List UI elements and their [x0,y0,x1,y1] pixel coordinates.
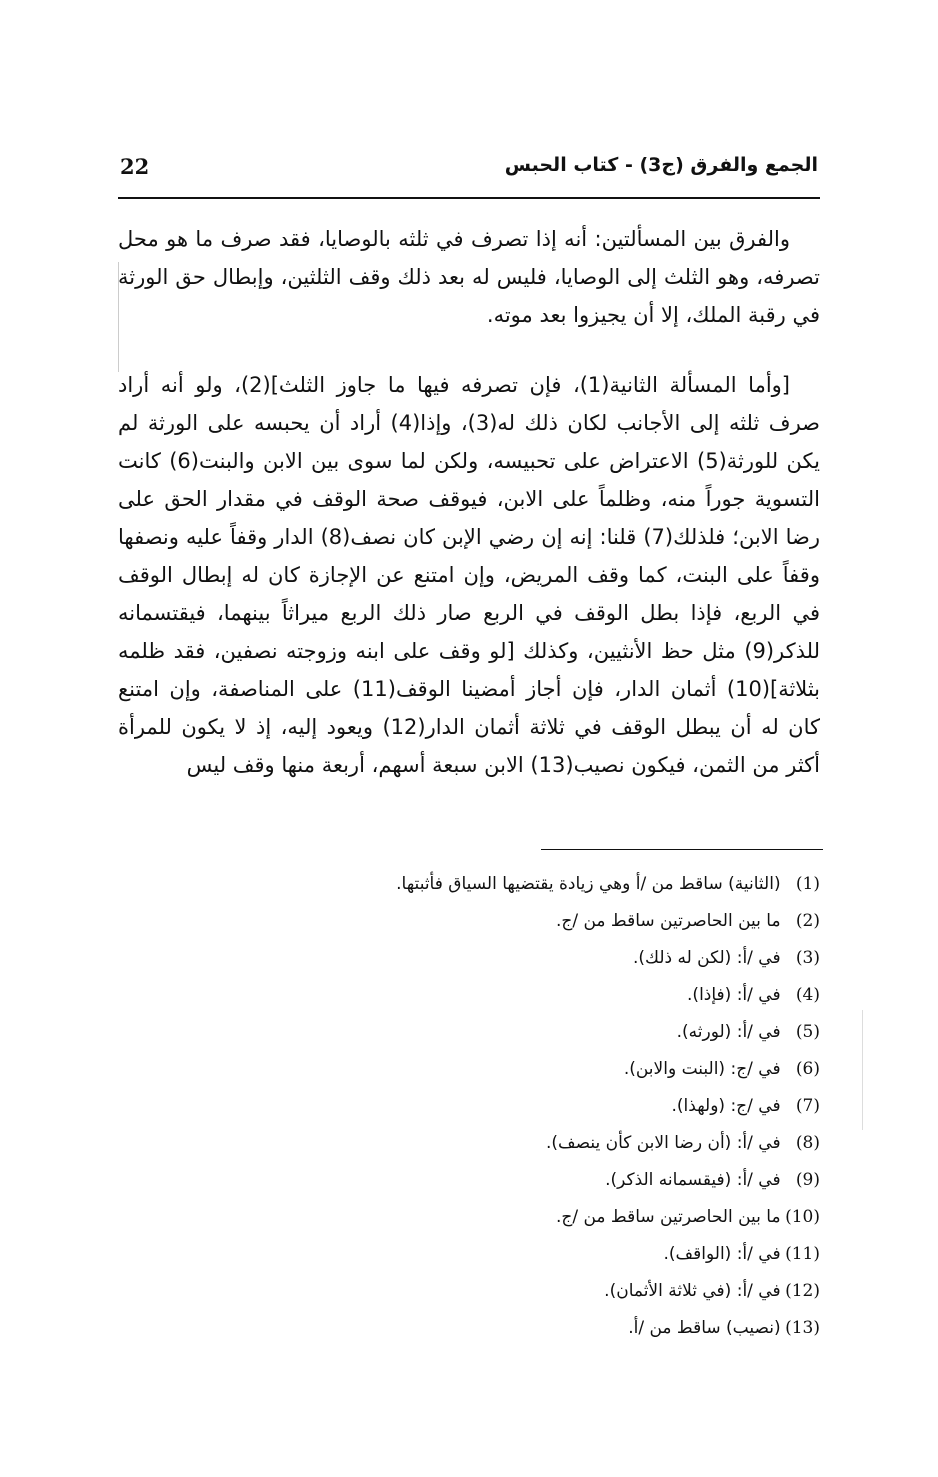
footnote-number: (1) [795,874,820,894]
footnote [300,1273,820,1310]
footnote-text: في /أ: (فيقسمانه الذكر). [605,1170,781,1190]
footnote-text: في /أ: (في ثلاثة الأثمان). [604,1281,781,1301]
footnote-number: (12) [785,1281,820,1301]
footnote-number: (2) [795,911,820,931]
paragraph: [وأما المسألة الثانية(1)، فإن تصرفه فيها ما جاوز الثلث](2)، ولو أنه أراد صرف ثلثه إلى الأجانب لكان ذلك له(3)، وإذا(4) أراد أن يحبسه على الورثة لم يكن للورثة(5) الاعتراض على تحبيسه، ولكن لما سوى بين الابن والبنت(6) كانت التسوية جوراً منه، وظلماً على الابن، فيوقف صحة الوقف في مقدار الحق على رضا الابن؛ فلذلك(7) قلنا: إنه إن رضي الإبن كان نصف(8) الدار وقفاً عليه ونصفها وقفاً على البنت، كما وقف المريض، وإن امتنع عن الإجازة كان له إبطال الوقف في الربع، فإذا بطل الوقف في الربع صار ذلك الربع ميراثاً بينهما، فيقتسمانه للذكر(9) مثل حظ الأنثيين، وكذلك [لو وقف على ابنه وزوجته نصفين، فقد ظلمه بثلاثة](10) أثمان الدار، فإن أجاز أمضينا الوقف(11) على المناصفة، وإن امتنع كان له أن يبطل الوقف في ثلاثة أثمان الدار(12) ويعود إليه، إذ لا يكون للمرأة أكثر من الثمن، فيكون نصيب(13) الابن سبعة أسهم، أربعة منها وقف ليس [118,373,821,777]
footnote-number: (5) [795,1022,820,1042]
footnote [300,1162,820,1199]
footnotes-list [300,866,820,1347]
footnote-number: (3) [795,948,820,968]
footnote-text: في /أ: (أن رضا الابن كأن ينصف). [545,1133,781,1153]
footnote [300,866,820,903]
scan-margin-mark [862,1010,863,1130]
footnote [300,1199,820,1236]
footnote-text: في /أ: (فإذا). [687,985,781,1005]
footnote-number: (11) [785,1244,820,1264]
footnote [300,1125,820,1162]
footnote-number: (9) [795,1170,820,1190]
page-number: 22 [120,154,150,179]
footnote-text: (الثانية) ساقط من /أ وهي زيادة يقتضيها السياق فأثبتها. [396,874,781,894]
footnote-text: في /أ: (لورثه). [676,1022,781,1042]
footnote [300,940,820,977]
header-rule [118,197,820,199]
footnote [300,1236,820,1273]
footnote [300,1014,820,1051]
footnote-text: في /ج: (البنت والابن). [623,1059,781,1079]
main-text [118,220,820,784]
paragraph: والفرق بين المسألتين: أنه إذا تصرف في ثلثه بالوصايا، فقد صرف ما هو محل تصرفه، وهو الثلث إلى الوصايا، فليس له بعد ذلك وقف الثلثين، وإبطال حق الورثة في رقبة الملك، إلا أن يجيزوا بعد موته. [118,227,820,327]
footnote [300,1088,820,1125]
footnote [300,1051,820,1088]
footnote-text: (نصيب) ساقط من /أ. [628,1318,781,1338]
footnote-number: (10) [785,1207,820,1227]
footnote-text: في /ج: (ولهذا). [671,1096,781,1116]
footnote-number: (13) [785,1318,820,1338]
footnote [300,977,820,1014]
footnote-text: ما بين الحاصرتين ساقط من /ج. [555,911,781,931]
page-header [118,150,820,194]
footnote-number: (4) [795,985,820,1005]
footnote-text: في /أ: (لكن له ذلك). [632,948,781,968]
footnote-separator [541,849,823,850]
footnote-number: (6) [795,1059,820,1079]
footnote [300,1310,820,1347]
footnote-number: (8) [795,1133,820,1153]
footnote-number: (7) [795,1096,820,1116]
running-title: الجمع والفرق (ج3) - كتاب الحبس [504,154,818,176]
footnote-text: ما بين الحاصرتين ساقط من /ج. [555,1207,781,1227]
footnote-text: في /أ: (الواقف). [663,1244,781,1264]
footnote [300,903,820,940]
